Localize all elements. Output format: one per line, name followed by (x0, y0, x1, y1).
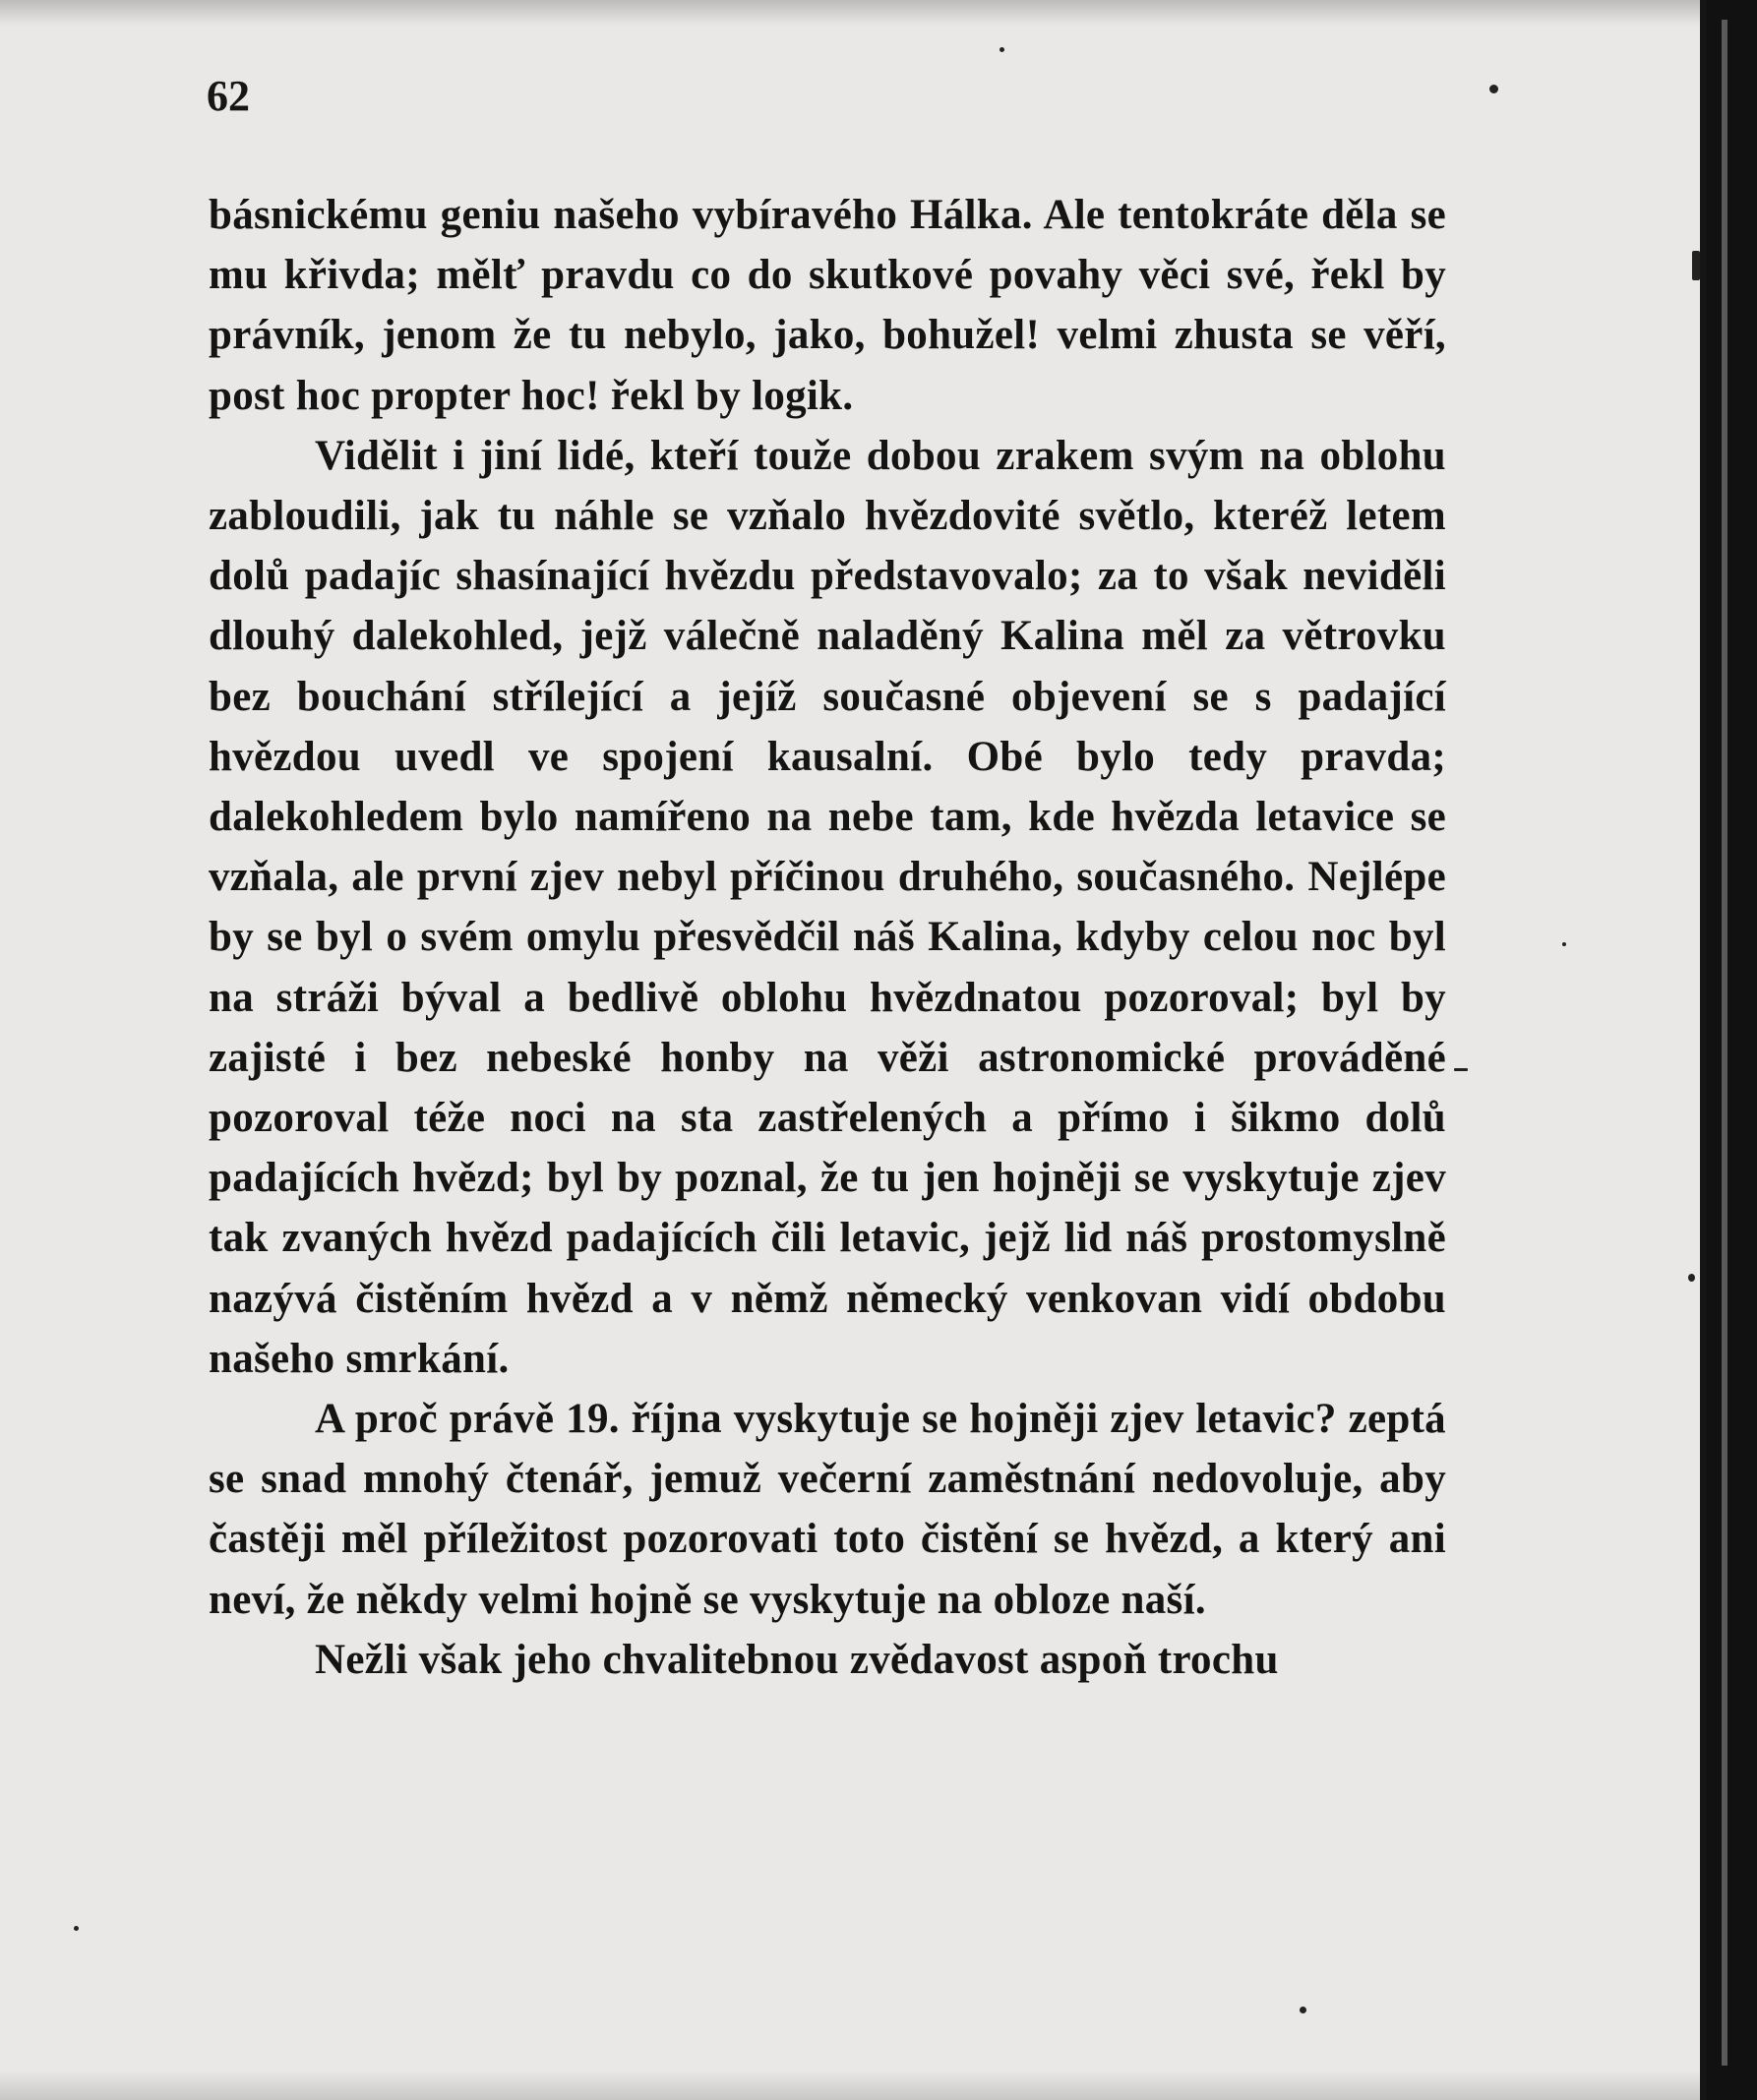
binding-highlight (1722, 20, 1727, 2066)
scan-speck (1692, 251, 1700, 280)
scan-speck (1489, 85, 1498, 93)
paragraph-4: Nežli však jeho chvalitebnou zvědavost aspoň trochu (315, 1636, 1279, 1683)
page-number: 62 (207, 72, 250, 120)
paragraph-3: A proč právě 19. října vyskytuje se hojněji zjev letavic? zeptá se snad mnohý čtenář, jemuž večerní zaměstnání nedovoluje, aby častěji měl příležitost pozorovati toto čistění se hvězd, a který ani neví, že někdy velmi hojně se vyskytuje na obloze naší. (209, 1396, 1446, 1623)
scanner-border (1706, 0, 1757, 2100)
paragraph-1: básnickému geniu našeho vybíravého Hálka. Ale tentokráte děla se mu křivda; mělť pravdu co do skutkové povahy věci své, řekl by právník, jenom že tu nebylo, jako, bohužel! velmi zhusta se věří, post hoc propter hoc! řekl by logik. (209, 192, 1446, 419)
scan-speck (1688, 1274, 1695, 1282)
body-text (209, 185, 1446, 1690)
scan-speck (1000, 47, 1004, 52)
page-bottom-shadow (0, 2070, 1706, 2100)
scan-speck (1454, 1068, 1468, 1071)
scan-speck (1300, 2007, 1306, 2013)
scan-speck (74, 1926, 79, 1931)
scan-speck (1562, 942, 1566, 946)
page-top-shadow (0, 0, 1706, 26)
paragraph-2: Vidělit i jiní lidé, kteří touže dobou zrakem svým na oblohu zabloudili, jak tu náhle se vzňalo hvězdovité světlo, kteréž letem dolů padajíc shasínající hvězdu představovalo; za to však neviděli dlouhý dalekohled, jejž válečně naladěný Kalina měl za větrovku bez bouchání střílející a jejíž současné objevení se s padající hvězdou uvedl ve spojení kausalní. Obé bylo tedy pravda; dalekohledem bylo namířeno na nebe tam, kde hvězda letavice se vzňala, ale první zjev nebyl příčinou druhého, současného. Nejlépe by se byl o svém omylu přesvědčil náš Kalina, kdyby celou noc byl na stráži býval a bedlivě oblohu hvězdnatou pozoroval; byl by zajisté i bez nebeské honby na věži astronomické prováděné pozoroval téže noci na sta zastřelených a přímo i šikmo dolů padajících hvězd; byl by poznal, že tu jen hojněji se vyskytuje zjev tak zvaných hvězd padajících čili letavic, jejž lid náš prostomyslně nazývá čistěním hvězd a v němž německý venkovan vidí obdobu našeho smrkání. (209, 432, 1446, 1382)
